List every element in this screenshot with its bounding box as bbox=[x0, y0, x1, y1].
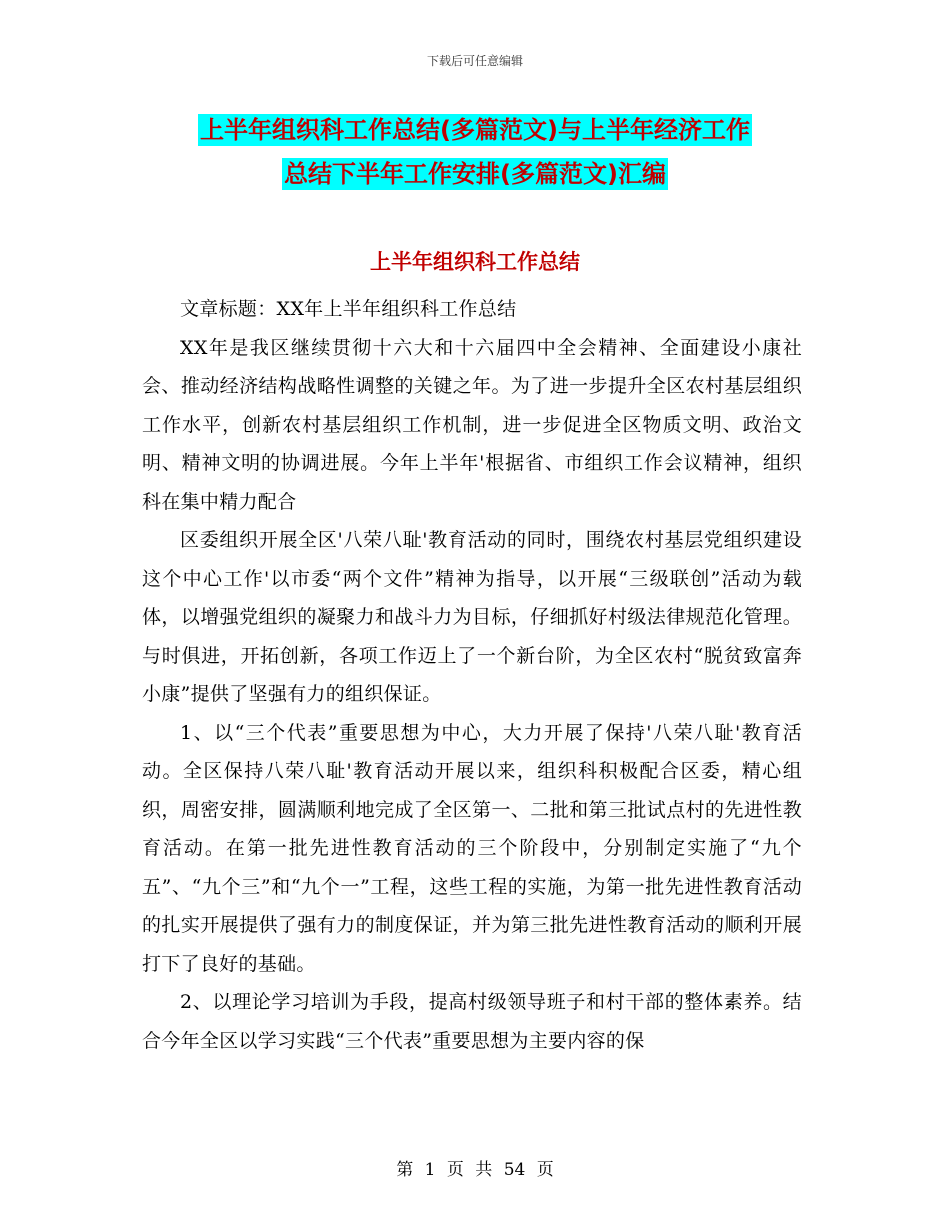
section-title: 上半年组织科工作总结 bbox=[370, 250, 580, 274]
document-title-line-2: 总结下半年工作安排(多篇范文)汇编 bbox=[284, 160, 666, 188]
page-footer: 第 1 页 共 54 页 bbox=[396, 1160, 554, 1180]
body-paragraph: 区委组织开展全区'八荣八耻'教育活动的同时，围绕农村基层党组织建设这个中心工作'以市委“两个文件”精神为指导，以开展“三级联创”活动为载体，以增强党组织的凝聚力和战斗力为目标，仔细抓好村级法律规范化管理。与时俱进，开拓创新，各项工作迈上了一个新台阶，为全区农村“脱贫致富奔小康”提供了坚强有力的组织保证。 bbox=[142, 529, 802, 705]
document-body bbox=[142, 290, 802, 1060]
header-note: 下载后可任意编辑 bbox=[426, 54, 523, 68]
document-title-line-1: 上半年组织科工作总结(多篇范文)与上半年经济工作 bbox=[200, 116, 750, 144]
body-paragraph: XX年是我区继续贯彻十六大和十六届四中全会精神、全面建设小康社会、推动经济结构战略性调整的关键之年。为了进一步提升全区农村基层组织工作水平，创新农村基层组织工作机制，进一步促进全区物质文明、政治文明、精神文明的协调进展。今年上半年'根据省、市组织工作会议精神，组织科在集中精力配合 bbox=[142, 336, 802, 513]
body-paragraph: 2、以理论学习培训为手段，提高村级领导班子和村干部的整体素养。结合今年全区以学习实践“三个代表”重要思想为主要内容的保 bbox=[142, 991, 802, 1052]
article-title-paragraph: 文章标题：XX年上半年组织科工作总结 bbox=[180, 298, 517, 320]
document-title bbox=[140, 108, 810, 196]
body-paragraph: 1、以“三个代表”重要思想为中心，大力开展了保持'八荣八耻'教育活动。全区保持八荣八耻'教育活动开展以来，组织科积极配合区委，精心组织，周密安排，圆满顺利地完成了全区第一、二批和第三批试点村的先进性教育活动。在第一批先进性教育活动的三个阶段中，分别制定实施了“九个五”、“九个三”和“九个一”工程，这些工程的实施，为第一批先进性教育活动的扎实开展提供了强有力的制度保证，并为第三批先进性教育活动的顺利开展打下了良好的基础。 bbox=[142, 721, 802, 975]
